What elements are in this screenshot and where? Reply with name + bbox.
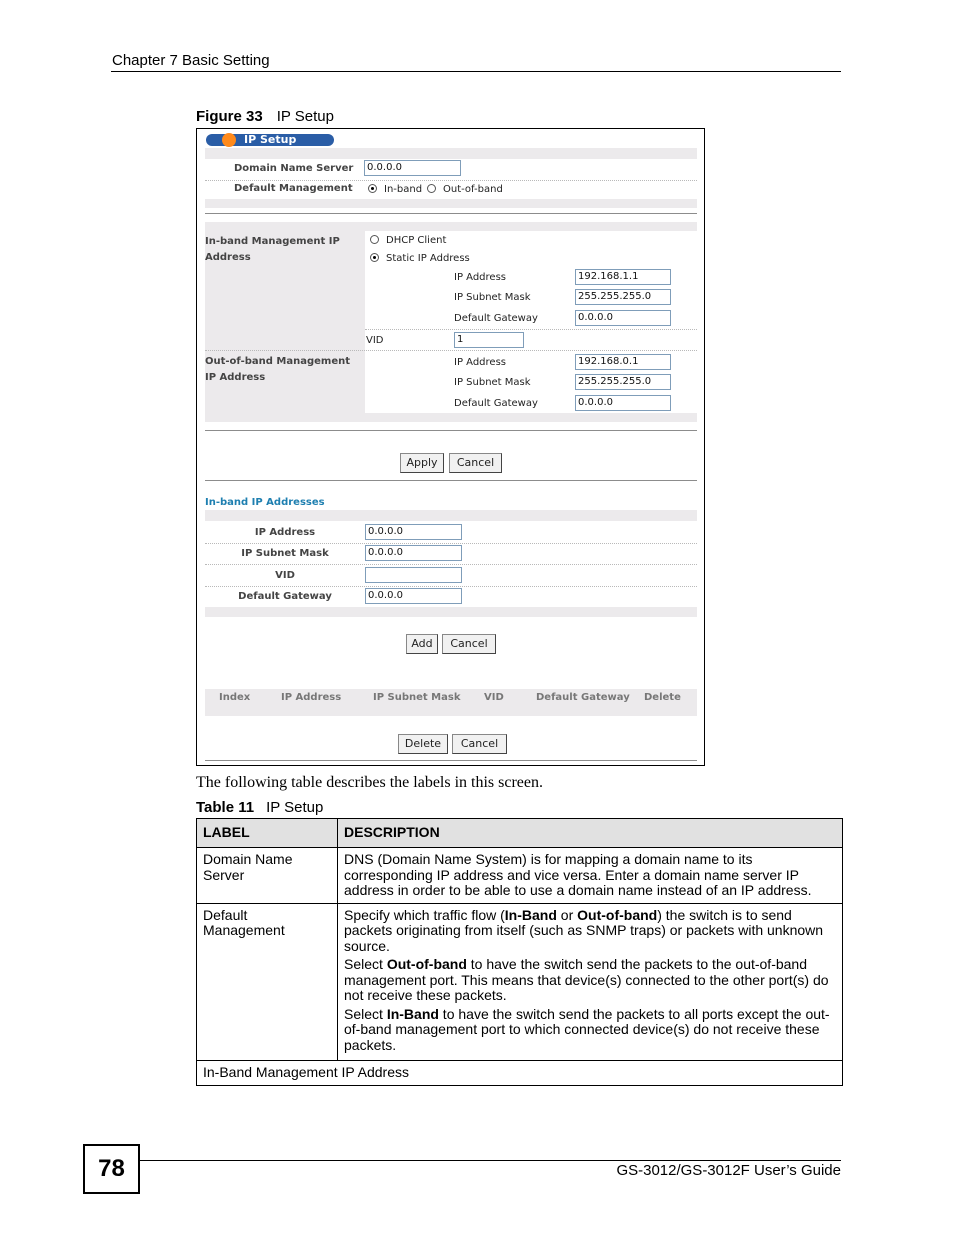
header-rule	[111, 71, 841, 72]
row-divider	[205, 543, 697, 544]
section-band	[205, 607, 697, 617]
inband-mask-input[interactable]: 255.255.255.0	[575, 289, 671, 305]
add-button[interactable]: Add	[406, 634, 438, 654]
text-run: or	[556, 906, 578, 923]
table-row	[197, 1061, 843, 1086]
table-row	[197, 903, 843, 1061]
inband-mgmt-label: In-band Management IP Address	[205, 236, 340, 263]
row-divider	[205, 586, 697, 587]
figure-caption	[196, 108, 334, 125]
body-sentence: The following table describes the labels in this screen.	[196, 774, 544, 791]
outofband-mgmt-label: Out-of-band Management IP Address	[205, 356, 351, 383]
inband-gateway-label: Default Gateway	[454, 313, 538, 324]
table-label: Table 11	[196, 799, 255, 816]
inband-ip-label: IP Address	[454, 272, 506, 283]
column-delete: Delete	[644, 692, 681, 703]
static-ip-label: Static IP Address	[386, 253, 470, 264]
section-rule	[205, 213, 697, 214]
row-divider	[205, 564, 697, 565]
vid-input[interactable]: 1	[454, 332, 524, 348]
bold-term: Out-of-band	[386, 956, 467, 972]
cancel-button[interactable]: Cancel	[449, 453, 502, 473]
add-cancel-button[interactable]: Cancel	[442, 634, 496, 654]
text-run: Select	[344, 1005, 387, 1022]
dhcp-client-label: DHCP Client	[386, 235, 447, 246]
section-rule	[205, 480, 697, 481]
section-band	[205, 413, 697, 422]
domain-name-server-label: Domain Name Server	[234, 163, 354, 174]
text-run: ) the switch is to send packets originating from itself (such as SNMP traps) or packets with unknown source.	[344, 906, 824, 954]
inband-mask-label: IP Subnet Mask	[454, 292, 531, 303]
section-band	[205, 199, 697, 208]
column-index: Index	[219, 692, 251, 703]
row-label: Default Management	[197, 903, 338, 1061]
section-band	[205, 222, 697, 231]
bold-term: Out-of-band	[577, 906, 658, 923]
add-vid-input[interactable]	[365, 567, 462, 583]
delete-button[interactable]: Delete	[398, 734, 448, 754]
desc-paragraph	[344, 1007, 836, 1054]
add-gateway-input[interactable]: 0.0.0.0	[365, 588, 462, 604]
tab-orb-icon	[222, 133, 236, 147]
header-description: DESCRIPTION	[338, 819, 843, 848]
column-default-gateway: Default Gateway	[536, 692, 630, 703]
row-description: DNS (Domain Name System) is for mapping a domain name to its corresponding IP address and vice versa. Enter a domain name server IP address in order to be able to use a domain name instead of an IP address.	[338, 848, 843, 904]
guide-title: GS-3012/GS-3012F User’s Guide	[616, 1162, 841, 1179]
inband-gateway-input[interactable]: 0.0.0.0	[575, 310, 671, 326]
add-gateway-label: Default Gateway	[238, 591, 332, 602]
section-band	[205, 148, 697, 159]
outofband-option-label: Out-of-band	[443, 184, 503, 195]
apply-button[interactable]: Apply	[400, 453, 444, 473]
domain-name-server-input[interactable]: 0.0.0.0	[364, 160, 461, 176]
text-run: to have the switch send the packets to all ports except the out-of-band management port to which connected device(s) do not receive these packets.	[344, 1005, 830, 1053]
column-ip-address: IP Address	[281, 692, 342, 703]
bold-term: In-Band	[504, 906, 557, 923]
page-number: 78	[83, 1144, 140, 1194]
inband-addresses-title: In-band IP Addresses	[205, 497, 325, 508]
add-vid-label: VID	[275, 570, 295, 581]
inband-option-label: In-band	[384, 184, 423, 195]
desc-paragraph	[344, 957, 836, 1004]
bold-term: In-Band	[386, 1005, 439, 1022]
tab-title: IP Setup	[244, 133, 297, 146]
inband-radio[interactable]	[368, 184, 377, 193]
chapter-header: Chapter 7 Basic Setting	[112, 52, 270, 69]
add-mask-input[interactable]: 0.0.0.0	[365, 545, 462, 561]
inband-ip-input[interactable]: 192.168.1.1	[575, 269, 671, 285]
desc-paragraph	[344, 908, 836, 955]
vid-label: VID	[366, 335, 384, 346]
row-section-label: In-Band Management IP Address	[197, 1061, 843, 1086]
row-divider	[205, 180, 697, 181]
oob-mask-input[interactable]: 255.255.255.0	[575, 374, 671, 390]
table-header-row	[197, 819, 843, 848]
ip-setup-tab[interactable]	[206, 134, 334, 146]
description-table	[196, 818, 843, 1086]
row-divider	[365, 329, 697, 330]
add-mask-label: IP Subnet Mask	[241, 548, 329, 559]
text-run: Specify which traffic flow (	[344, 906, 505, 923]
oob-mask-label: IP Subnet Mask	[454, 377, 531, 388]
column-subnet-mask: IP Subnet Mask	[373, 692, 461, 703]
footer-rule	[140, 1160, 841, 1161]
outofband-radio[interactable]	[427, 184, 436, 193]
oob-gateway-label: Default Gateway	[454, 398, 538, 409]
static-ip-radio[interactable]	[370, 253, 379, 262]
section-rule	[205, 430, 697, 431]
dhcp-client-radio[interactable]	[370, 235, 379, 244]
table-title: IP Setup	[266, 799, 324, 816]
oob-gateway-input[interactable]: 0.0.0.0	[575, 395, 671, 411]
section-band	[205, 510, 697, 521]
oob-ip-label: IP Address	[454, 357, 506, 368]
column-vid: VID	[484, 692, 504, 703]
row-label: Domain Name Server	[197, 848, 338, 904]
default-management-label: Default Management	[234, 183, 353, 194]
figure-label: Figure 33	[196, 108, 263, 125]
table-row	[197, 848, 843, 904]
text-run: Select	[344, 956, 387, 972]
text-run: to have the switch send the packets to the out-of-band management port. This means that device(s) connected to the other port(s) do not receive these packets.	[344, 956, 829, 1003]
figure-title: IP Setup	[276, 108, 334, 125]
header-label: LABEL	[197, 819, 338, 848]
row-divider	[205, 350, 697, 351]
row-description	[338, 903, 843, 1061]
section-rule	[205, 760, 697, 761]
add-ip-label: IP Address	[254, 527, 316, 538]
delete-cancel-button[interactable]: Cancel	[452, 734, 507, 754]
oob-ip-input[interactable]: 192.168.0.1	[575, 354, 671, 370]
add-ip-input[interactable]: 0.0.0.0	[365, 524, 462, 540]
table-caption	[196, 799, 323, 816]
